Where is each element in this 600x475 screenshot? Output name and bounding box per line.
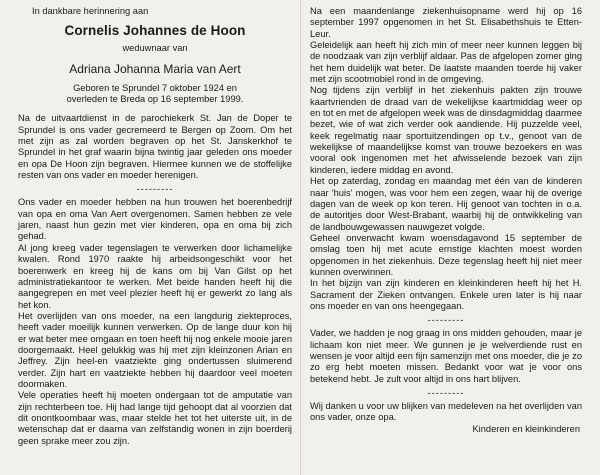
paragraph-burial: Na de uitvaartdienst in de parochiekerk St. Jan de Doper te Sprundel is ons vader gecremeerd te Bergen op Zoom. Om het met zijn as zal worden begraven op het St. Janskerkhof te Sprundel in het graf waarin bijna twintig jaar geleden ons moeder en opa De Hoon zijn begraven. Hiermee kunnen we de stoffelijke resten van ons vader en moeder herenigen. <box>18 113 292 181</box>
paragraph-thanks: Wij danken u voor uw blijken van medeleven na het overlijden van ons vader, onze opa. <box>310 401 582 423</box>
intro-line: In dankbare herinnering aan <box>32 6 149 16</box>
deceased-name: Cornelis Johannes de Hoon <box>64 23 246 39</box>
life-dates <box>18 83 292 105</box>
separator: --------- <box>427 388 465 398</box>
right-page <box>300 0 600 475</box>
paragraph-sacrament: In het bijzijn van zijn kinderen en kleinkinderen heeft hij het H. Sacrament der Zieken ontvangen. Enkele uren later is hij naar ons moeder en van ons heengegaan. <box>310 278 582 311</box>
paragraph-work: Al jong kreeg vader tegenslagen te verwerken door lichamelijke kwalen. Rond 1970 raakte hij arbeidsongeschikt voor het boerenwerk en kreeg hij de kans om bij Van Gilst op het administratiekantoor te werken. Met beide handen heeft hij die aangegrepen en met veel plezier heeft hij er gewerkt zo lang als het kon. <box>18 242 292 310</box>
paragraph-farm: Ons vader en moeder hebben na hun trouwen het boerenbedrijf van opa en oma Van Aert overgenomen. Samen hebben ze vele jaren, naast hun gezin met vier kinderen, opa en oma bij zich gehad. <box>18 197 292 242</box>
signature: Kinderen en kleinkinderen <box>472 423 580 434</box>
card-fold-line <box>300 0 301 475</box>
birth-line: Geboren te Sprundel 7 oktober 1924 en <box>73 83 237 94</box>
widower-label: weduwnaar van <box>122 42 188 53</box>
separator: --------- <box>136 184 174 195</box>
death-line: overleden te Breda op 16 september 1999. <box>66 94 244 105</box>
paragraph-loss: Het overlijden van ons moeder, na een langdurig ziekteproces, heeft vader moeilijk kunnen verwerken. Op de lange duur kon hij er wat beter mee omgaan en toen heeft hij nog enkele mooie jaren doorgemaakt. Heel gelukkig was hij met zijn kleinzonen Arian en Jeffrey. Zijn heel-en vaatziekte ging ondertussen sluimerend verder. Zijn hart en vaatziekte hebben hij daardoor veel moeten doormaken. <box>18 310 292 389</box>
paragraph-adjustment: Geleidelijk aan heeft hij zich min of meer neer kunnen leggen bij de noodzaak van zijn verblijf aldaar. Pas de afgelopen zomer ging het hem duidelijk wat beter. De laatste maanden toerde hij vaker met zijn scootmobiel rond in de omgeving. <box>310 40 582 85</box>
paragraph-final-illness: Geheel onverwacht kwam woensdagavond 15 september de omslag toen hij met acute ernstige klachten moest worden opgenomen in het ziekenhuis. Deze tegenslag heeft hij niet meer kunnen overwinnen. <box>310 232 582 277</box>
paragraph-hobbies: Nog tijdens zijn verblijf in het ziekenhuis pakten zijn trouwe kaartvrienden de draad van de wekelijkse kaartmiddag weer op en tot en met de afgelopen week was de dinsdagmiddag daarmee bezet, wie of wat zich verder ook aandiende. Hij puzzelde veel, keek regelmatig naar sportuitzendingen op t.v., genoot van de wekelijkse of maandelijkse komst van trouwe bezoekers en was vooral ook ingenomen met het afwisselende bezoek van zijn kinderen, iedere middag en avond. <box>310 85 582 175</box>
paragraph-weekends: Het op zaterdag, zondag en maandag met één van de kinderen naar 'huis' mogen, was voor hem een zegen, waar hij de overige dagen van de week op kon teren. Hij genoot van tochten in o.a. de autoritjes door West-Brabant, waarbij hij de ontwikkeling van de landbouwgewassen nauwgezet volgde. <box>310 176 582 232</box>
paragraph-operations: Vele operaties heeft hij moeten ondergaan tot de amputatie van zijn rechterbeen toe. Hij had lange tijd gehoopt dat al voorzien dat dit onontkoombaar was, maar stelde het tot het uiterste uit, in de wetenschap dat er daarna van zelfstandig wonen in zijn boerderij geen sprake meer zou zijn. <box>18 390 292 446</box>
paragraph-admission: Na een maandenlange ziekenhuisopname werd hij op 16 september 1997 opgenomen in het St. Elisabethshuis te Etten-Leur. <box>310 6 582 39</box>
spouse-name: Adriana Johanna Maria van Aert <box>69 62 241 77</box>
separator: --------- <box>427 315 465 326</box>
paragraph-farewell: Vader, we hadden je nog graag in ons midden gehouden, maar je lichaam kon niet meer. We gunnen je je welverdiende rust en wensen je voor altijd een fijn samenzijn met ons moeder, die je zo zo erg hebt moeten missen. Bedankt voor wat je voor ons betekend hebt. Je zult voor altijd in ons hart blijven. <box>310 328 582 384</box>
